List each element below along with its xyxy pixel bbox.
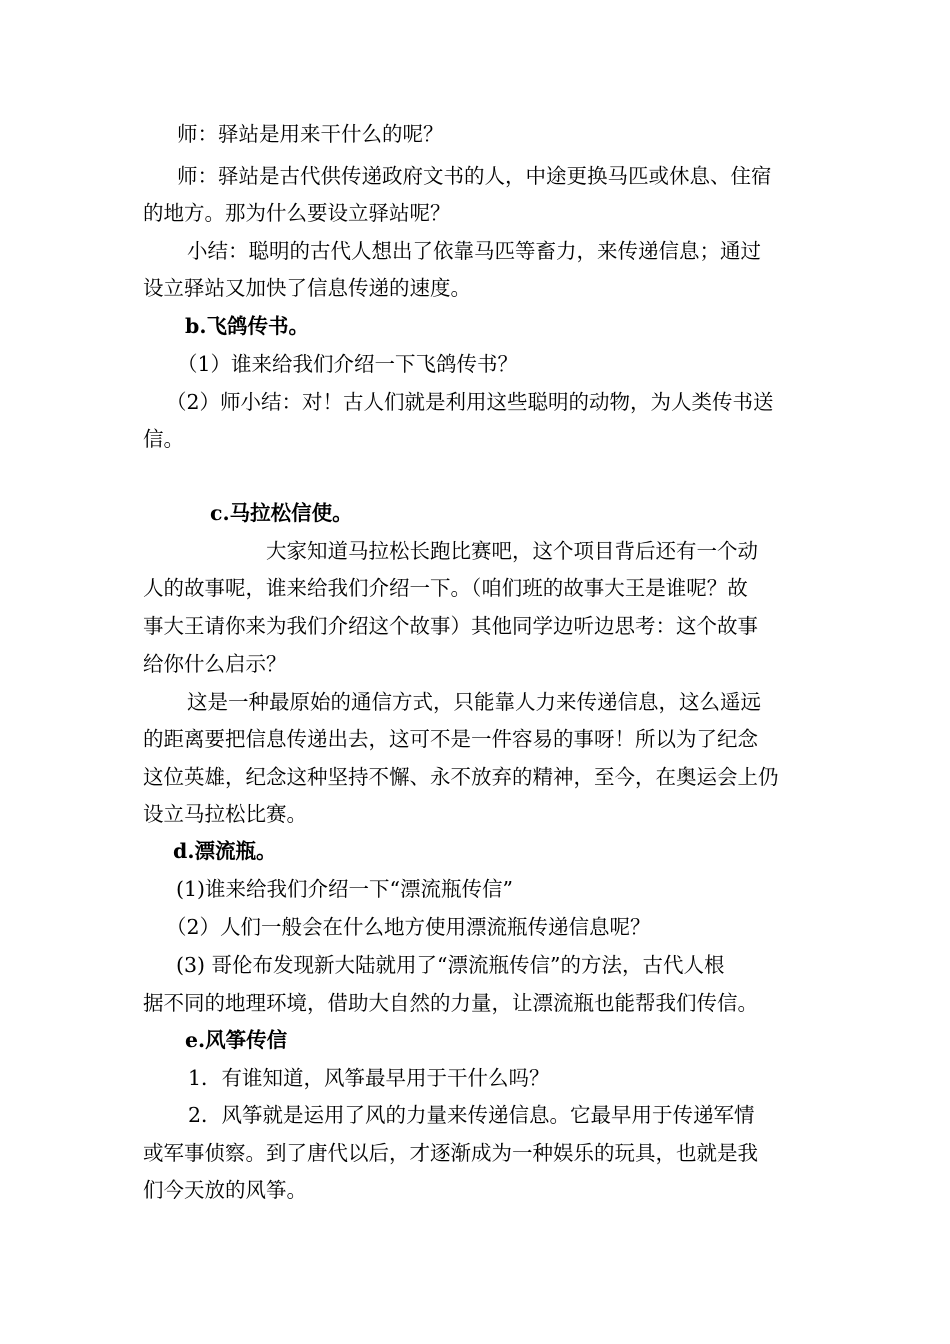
paragraph-line: 或军事侦察。到了唐代以后，才逐渐成为一种娱乐的玩具，也就是我 [143, 1141, 758, 1165]
paragraph-line: 的地方。那为什么要设立驿站呢？ [143, 201, 451, 225]
list-item: （2）师小结：对！古人们就是利用这些聪明的动物，为人类传书送 [166, 390, 774, 414]
section-heading-e: e.风筝传信 [185, 1028, 288, 1052]
list-item: 1．有谁知道，风筝最早用于干什么吗？ [188, 1066, 550, 1090]
paragraph-line: 的距离要把信息传递出去，这可不是一件容易的事呀！所以为了纪念 [143, 727, 758, 751]
section-heading-b: b.飞鸽传书。 [185, 314, 309, 338]
dialogue-line: 师：驿站是用来干什么的呢？ [177, 122, 444, 146]
paragraph-line: 大家知道马拉松长跑比赛吧，这个项目背后还有一个动 [266, 539, 758, 563]
list-item: (3) 哥伦布发现新大陆就用了“漂流瓶传信”的方法，古代人根 [176, 953, 725, 977]
list-item: 2．风筝就是运用了风的力量来传递信息。它最早用于传递军情 [188, 1103, 755, 1127]
list-item: (1)谁来给我们介绍一下“漂流瓶传信” [176, 877, 513, 901]
paragraph-line: 人的故事呢，谁来给我们介绍一下。（咱们班的故事大王是谁呢？故 [143, 576, 748, 600]
summary-line: 小结：聪明的古代人想出了依靠马匹等畜力，来传递信息；通过 [187, 239, 761, 263]
paragraph-line: 这是一种最原始的通信方式，只能靠人力来传递信息，这么遥远 [187, 690, 761, 714]
list-item: （2）人们一般会在什么地方使用漂流瓶传递信息呢？ [166, 915, 651, 939]
dialogue-line: 师：驿站是古代供传递政府文书的人，中途更换马匹或休息、住宿 [177, 164, 772, 188]
paragraph-line: 们今天放的风筝。 [143, 1178, 307, 1202]
section-heading-d: d.漂流瓶。 [173, 839, 277, 863]
paragraph-line: 事大王请你来为我们介绍这个故事）其他同学边听边思考：这个故事 [143, 614, 758, 638]
paragraph-line: 信。 [143, 427, 184, 451]
paragraph-line: 给你什么启示？ [143, 652, 287, 676]
list-item: （1）谁来给我们介绍一下飞鸽传书？ [177, 352, 519, 376]
paragraph-line: 设立马拉松比赛。 [143, 802, 307, 826]
paragraph-line: 据不同的地理环境，借助大自然的力量，让漂流瓶也能帮我们传信。 [143, 991, 758, 1015]
section-heading-c: c.马拉松信使。 [210, 501, 353, 525]
paragraph-line: 设立驿站又加快了信息传递的速度。 [143, 276, 471, 300]
paragraph-line: 这位英雄，纪念这种坚持不懈、永不放弃的精神，至今，在奥运会上仍 [143, 765, 779, 789]
